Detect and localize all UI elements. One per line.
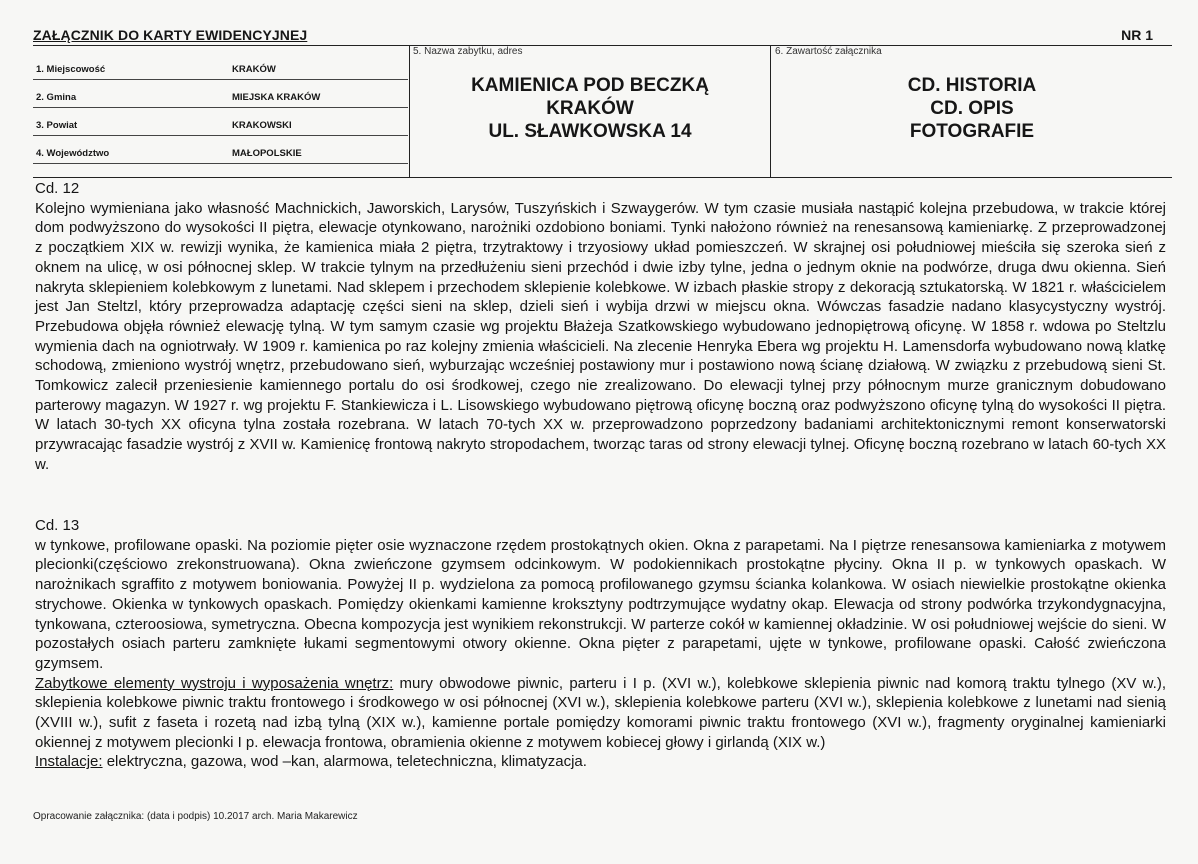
attachment-contents	[771, 74, 1173, 143]
field-label: 4. Województwo	[36, 148, 110, 159]
contents-line-description: CD. OPIS	[930, 98, 1014, 119]
field-miejscowosc	[33, 52, 408, 80]
prepared-by: Opracowanie załącznika: (data i podpis) 10.2017 arch. Maria Makarewicz	[33, 811, 358, 822]
section-cd13	[35, 516, 1166, 772]
header-divider	[33, 45, 1172, 46]
section-body: w tynkowe, profilowane opaski. Na poziomie pięter osie wyznaczone rzędem prostokątnych okien. Okna z parapetami. Na I piętrze renesansowa kamieniarka z motywem plecionki(częściowo zrekonstruowana). Okna zwieńczone gzymsem odcinkowym. W podokiennikach prostokątne płyciny. Okna II p. w tynkowych opaskach. W narożnikach sgraffito z motywem boniowania. Powyżej II p. wydzielona za pomocą profilowanego gzymsu ścianka kolankowa. W osiach niewielkie prostokątne okienka strychowe. Okienka w tynkowych opaskach. Pomiędzy okienkami kamienne kroksztyny podtrzymujące wydatny okap. Elewacja od strony podwórka trzykondygnacyjna, tynkowana, czteroosiowa, symetryczna. Obecna kompozycja jest wynikiem rekonstrukcji. W parterze cokół w kamiennej okładzinie. W osi południowej wejście do sieni. W pozostałych osiach parteru zamknięte łukami segmentowymi otwory okienne. Okna pięter z parapetami, ujęte w tynkowe, profilowane opaski. Całość zwieńczona gzymsem.	[35, 536, 1166, 672]
field-gmina	[33, 80, 408, 108]
monument-address-line: UL. SŁAWKOWSKA 14	[488, 121, 692, 142]
document-number: NR 1	[1121, 27, 1153, 43]
field-label: 1. Miejscowość	[36, 64, 106, 75]
field-label: 3. Powiat	[36, 120, 78, 131]
field-value: MAŁOPOLSKIE	[232, 148, 302, 159]
field-powiat	[33, 108, 408, 136]
section-cd12	[35, 179, 1166, 475]
elements-label: Zabytkowe elementy wystroju i wyposażenia wnętrz:	[35, 674, 394, 692]
installations-text: elektryczna, gazowa, wod –kan, alarmowa, teletechniczna, klimatyzacja.	[102, 753, 587, 771]
monument-city-line: KRAKÓW	[546, 98, 634, 119]
section-heading: Cd. 13	[35, 517, 80, 534]
section-body: Kolejno wymieniana jako własność Machnickich, Jaworskich, Larysów, Tuszyńskich i Szwaygerów. W tym czasie musiała nastąpić kolejna przebudowa, w trakcie której dom podwyższono do wysokości II piętra, elewacje otynkowano, narożniki ozdobiono boniami. Tynki nałożono również na renesansową kamieniarkę. Z przeprowadzonej z początkiem XIX w. rewizji wynika, że kamienica miała 2 piętra, trzytraktowy i trzyosiowy układ pomieszczeń. W skrajnej osi południowej mieściła się szeroka sień z oknem na ulicę, w osi północnej sklep. W trakcie tylnym na przedłużeniu sieni przechód i dwie izby tylne, jedna o jednym oknie na podwórze, druga dwu okienna. Sień nakryta sklepieniem kolebkowym z lunetami. Nad sklepem i przechodem sklepienie kolebkowe. W izbach płaskie stropy z dekoracją sztukatorską. W 1821 r. właścicielem jest Jan Steltzl, który przeprowadza adaptację części sieni na sklep, dzieli sień i wybija drzwi w miejscu okna. Wówczas fasadzie nadano klasycystyczny wystrój. Przebudowa objęła również elewację tylną. W tym samym czasie wg projektu Błażeja Szatkowskiego wybudowano jednopiętrową oficynę. W 1858 r. wdowa po Steltzlu wymienia dach na ogniotrwały. W 1909 r. kamienica po raz kolejny zmienia właścicieli. Na zlecenie Henryka Ebera wg projektu H. Lamensdorfa wybudowano nową klatkę schodową, zmieniono wystrój wnętrz, przebudowano sień, wyburzając wcześniej postawiony mur i postawiono nową ścianę działową. W związku z przebudową sieni St. Tomkowicz zalecił przeniesienie kamiennego portalu do osi środkowej, czego nie zrealizowano. Do elewacji tylnej przy północnym murze granicznym dobudowano parterowy magazyn. W 1927 r. wg projektu F. Stankiewicza i L. Lisowskiego wybudowano piętrową oficynę boczną oraz podwyższono oficynę tylną do wysokości II piętra. W latach 30-tych XX oficyna tylna została rozebrana. W latach 70-tych XX w. przeprowadzono poprzedzony badaniami architektonicznymi remont konserwatorski przywracając fasadzie wystrój z XVII w. Kamienicę frontową nakryto stropodachem, tworząc taras od strony elewacji tylnej. Oficynę boczną rozebrano w latach 60-tych XX w.	[35, 199, 1166, 473]
field-value: KRAKOWSKI	[232, 120, 292, 131]
document-title: ZAŁĄCZNIK DO KARTY EWIDENCYJNEJ	[33, 27, 308, 43]
attachment-contents-label: 6. Zawartość załącznika	[775, 46, 882, 57]
monument-name-label: 5. Nazwa zabytku, adres	[413, 46, 523, 57]
field-label: 2. Gmina	[36, 92, 77, 103]
section-heading: Cd. 12	[35, 180, 80, 197]
field-value: MIEJSKA KRAKÓW	[232, 92, 321, 103]
field-value: KRAKÓW	[232, 64, 276, 75]
field-wojewodztwo	[33, 136, 408, 164]
monument-name	[410, 74, 770, 143]
installations-label: Instalacje:	[35, 753, 103, 771]
location-fields	[33, 52, 408, 164]
contents-line-photos: FOTOGRAFIE	[909, 121, 1035, 142]
contents-line-history: CD. HISTORIA	[907, 75, 1037, 96]
header-bottom-divider	[33, 177, 1172, 178]
monument-name-line: KAMIENICA POD BECZKĄ	[471, 75, 709, 96]
elements-text: mury obwodowe piwnic, parteru i I p. (XVI w.), kolebkowe sklepienia piwnic nad komorą traktu tylnego (XV w.), sklepienia kolebkowe piwnic traktu frontowego i środkowego w osi północnej (XVI w.), sklepienia kolebkowe parteru (XVI w.), sklepienia kolebkowe z lunetami nad sienią (XVIII w.), sufit z faseta i rozetą nad izbą tylną (XIX w.), kamienne portale pomiędzy komorami piwnic traktu frontowego (XVI w.), fragmenty oryginalnej kamieniarki okiennej z motywem plecionki I p. elewacja frontowa, obramienia okienne z motywem kobiecej głowy i girlandą (XIX w.)	[35, 674, 1166, 751]
